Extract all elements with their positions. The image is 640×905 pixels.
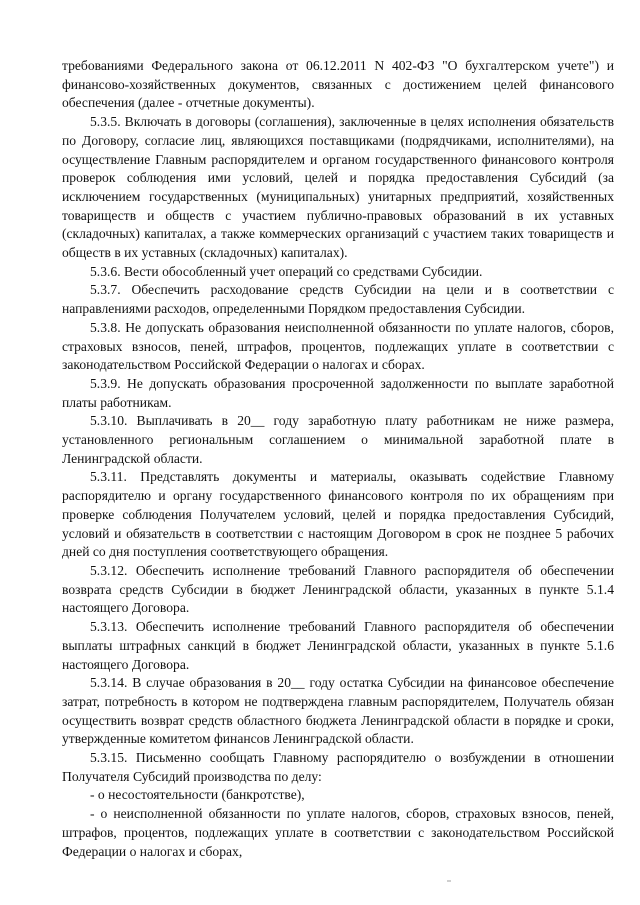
clause-5-3-9: 5.3.9. Не допускать образования просроченной задолженности по выплате заработной платы работникам. [62,375,614,410]
clause-5-3-7: 5.3.7. Обеспечить расходование средств Субсидии на цели и в соответствии с направлениями расходов, определенными Порядком предоставления Субсидии. [62,282,614,317]
clause-5-3-13: 5.3.13. Обеспечить исполнение требований Главного распорядителя об обеспечении выплаты штрафных санкций в бюджет Ленинградской области, указанных в пункте 5.1.6 настоящего Договора. [62,619,614,672]
scan-dot [447,880,451,882]
list-item-tax-obligation: - о неисполненной обязанности по уплате налогов, сборов, страховых взносов, пеней, штрафов, процентов, подлежащих уплате в соответствии с законодательством Российской Федерации о налогах и сборах, [62,806,614,859]
clause-5-3-10: 5.3.10. Выплачивать в 20__ году заработную плату работникам не ниже размера, установленного региональным соглашением о минимальной заработной плате в Ленинградской области. [62,413,614,466]
clause-5-3-5: 5.3.5. Включать в договоры (соглашения), заключенные в целях исполнения обязательств по Договору, согласие лиц, являющихся поставщиками (подрядчиками, исполнителями), на осуществление Главным распорядителем и органом государственного финансового контроля проверок соблюдения ими условий, целей и порядка предоставления Субсидий (за исключением государственных (муниципальных) унитарных предприятий, хозяйственных товариществ и обществ с участием публично-правовых образований в их уставных (складочных) капиталах, а также коммерческих организаций с участием таких товариществ и обществ в их уставных (складочных) капиталах). [62,114,614,261]
clause-5-3-6: 5.3.6. Вести обособленный учет операций со средствами Субсидии. [90,263,483,279]
paragraph-continuation: требованиями Федерального закона от 06.12.2011 N 402-ФЗ "О бухгалтерском учете") и финансово-хозяйственных документов, связанных с достижением целей финансового обеспечения (далее - отчетные документы). [62,58,614,111]
clause-5-3-11: 5.3.11. Представлять документы и материалы, оказывать содействие Главному распорядителю и органу государственного финансового контроля по их обращениям при проверке соблюдения Получателем условий, целей и порядка предоставления Субсидий, условий и обязательств в соответствии с настоящим Договором в срок не позднее 5 рабочих дней со дня поступления соответствующего обращения. [62,469,614,560]
document-body [62,57,614,861]
list-item-bankruptcy: - о несостоятельности (банкротстве), [90,787,305,803]
clause-5-3-12: 5.3.12. Обеспечить исполнение требований Главного распорядителя об обеспечении возврата средств Субсидии в бюджет Ленинградской области, указанных в пункте 5.1.4 настоящего Договора. [62,562,614,616]
clause-5-3-15: 5.3.15. Письменно сообщать Главному распорядителю о возбуждении в отношении Получателя Субсидий производства по делу: [62,750,614,784]
clause-5-3-8: 5.3.8. Не допускать образования неисполненной обязанности по уплате налогов, сборов, страховых взносов, пеней, штрафов, процентов, подлежащих уплате в соответствии с законодательством Российской Федерации о налогах и сборах. [62,319,614,373]
clause-5-3-14: 5.3.14. В случае образования в 20__ году остатка Субсидии на финансовое обеспечение затрат, потребность в котором не подтверждена главным распорядителем, Получатель обязан осуществить возврат средств областного бюджета Ленинградской области в порядке и сроки, утвержденные комитетом финансов Ленинградской области. [62,675,614,747]
